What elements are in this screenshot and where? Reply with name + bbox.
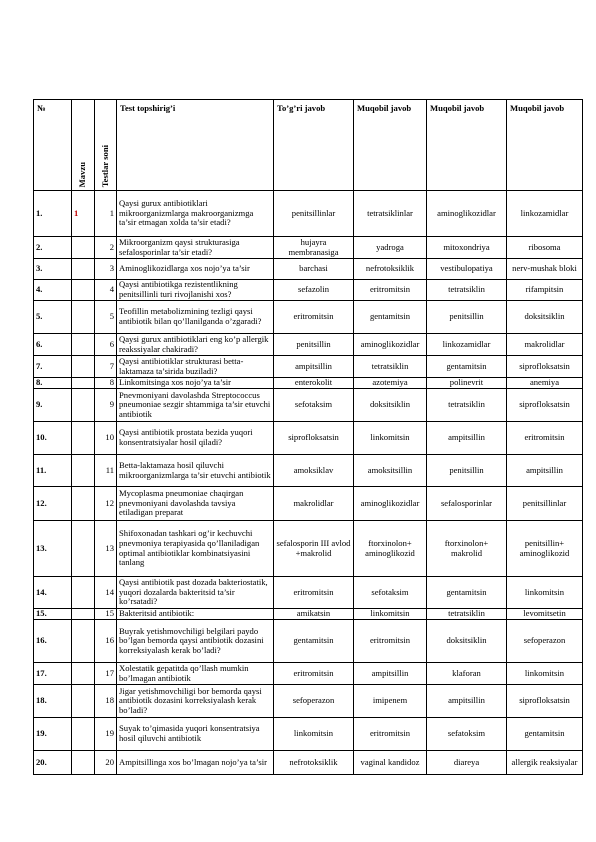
row-alternative-2: ampitsillin — [427, 685, 507, 718]
row-number: 2. — [34, 237, 72, 259]
row-alternative-2: tetratsiklin — [427, 389, 507, 422]
header-number: № — [34, 100, 72, 191]
table-row — [34, 718, 583, 751]
row-alternative-1: tetratsiklinlar — [354, 191, 427, 237]
table-row — [34, 487, 583, 521]
row-alternative-1: sefotaksim — [354, 577, 427, 609]
row-alternative-3: ampitsillin — [507, 455, 583, 487]
row-question: Qaysi gurux antibiotiklari eng ko’p allergik reakssiyalar chakiradi? — [117, 334, 274, 356]
row-alternative-1: vaginal kandidoz — [354, 751, 427, 775]
row-alternative-3: doksitsiklin — [507, 301, 583, 334]
row-correct-answer: amoksiklav — [274, 455, 354, 487]
row-alternative-2: sefatoksim — [427, 718, 507, 751]
row-alternative-2: penitsillin — [427, 455, 507, 487]
row-correct-answer: gentamitsin — [274, 620, 354, 663]
row-number: 10. — [34, 422, 72, 455]
row-test-count: 7 — [95, 356, 117, 378]
table-row — [34, 191, 583, 237]
row-mavzu — [72, 280, 95, 301]
row-number: 20. — [34, 751, 72, 775]
header-correct-answer: To’g’ri javob — [274, 100, 354, 191]
header-row — [34, 100, 583, 191]
row-alternative-2: gentamitsin — [427, 356, 507, 378]
row-correct-answer: sefazolin — [274, 280, 354, 301]
row-mavzu — [72, 389, 95, 422]
row-alternative-3: sefoperazon — [507, 620, 583, 663]
row-alternative-3: anemiya — [507, 378, 583, 389]
row-test-count: 18 — [95, 685, 117, 718]
row-alternative-1: azotemiya — [354, 378, 427, 389]
row-question: Shifoxonadan tashkari og’ir kechuvchi pnevmoniya terapiyasida qo’llaniladigan optimal antibiotiklar kombinatsiyasini tanlang — [117, 521, 274, 577]
row-test-count: 10 — [95, 422, 117, 455]
row-alternative-2: mitoxondriya — [427, 237, 507, 259]
row-correct-answer: sefoperazon — [274, 685, 354, 718]
row-alternative-3: allergik reaksiyalar — [507, 751, 583, 775]
row-question: Teofillin metabolizmining tezligi qaysi antibiotik bilan qo’llanilganda o’zgaradi? — [117, 301, 274, 334]
row-alternative-3: penitsillin+ aminoglikozid — [507, 521, 583, 577]
table-row — [34, 521, 583, 577]
row-alternative-3: linkozamidlar — [507, 191, 583, 237]
row-mavzu — [72, 455, 95, 487]
table-row — [34, 609, 583, 620]
row-correct-answer: linkomitsin — [274, 718, 354, 751]
row-alternative-2: vestibulopatiya — [427, 259, 507, 280]
row-test-count: 5 — [95, 301, 117, 334]
row-test-count: 4 — [95, 280, 117, 301]
row-alternative-1: tetratsiklin — [354, 356, 427, 378]
row-alternative-2: penitsillin — [427, 301, 507, 334]
header-mavzu: Mavzu — [72, 100, 95, 191]
row-question: Pnevmoniyani davolashda Streptococcus pneumoniae sezgir shtammiga ta’sir etuvchi antibiotik — [117, 389, 274, 422]
row-alternative-2: gentamitsin — [427, 577, 507, 609]
row-test-count: 8 — [95, 378, 117, 389]
row-mavzu — [72, 620, 95, 663]
row-alternative-1: ftorxinolon+ aminoglikozid — [354, 521, 427, 577]
row-alternative-1: linkomitsin — [354, 609, 427, 620]
row-alternative-2: klaforan — [427, 663, 507, 685]
row-mavzu — [72, 237, 95, 259]
row-mavzu — [72, 663, 95, 685]
row-question: Ampitsillinga xos bo’lmagan nojo’ya ta’sir — [117, 751, 274, 775]
row-test-count: 12 — [95, 487, 117, 521]
row-alternative-3: makrolidlar — [507, 334, 583, 356]
row-test-count: 15 — [95, 609, 117, 620]
row-correct-answer: enterokolit — [274, 378, 354, 389]
row-alternative-1: eritromitsin — [354, 280, 427, 301]
row-alternative-2: ampitsillin — [427, 422, 507, 455]
table-row — [34, 389, 583, 422]
table-row — [34, 280, 583, 301]
row-alternative-1: yadroga — [354, 237, 427, 259]
header-alternative-3: Muqobil javob — [507, 100, 583, 191]
row-mavzu — [72, 685, 95, 718]
row-number: 7. — [34, 356, 72, 378]
row-number: 16. — [34, 620, 72, 663]
table-row — [34, 455, 583, 487]
row-question: Betta-laktamaza hosil qiluvchi mikroorganizmlarga ta’sir etuvchi antibiotik — [117, 455, 274, 487]
row-number: 9. — [34, 389, 72, 422]
row-correct-answer: ampitsillin — [274, 356, 354, 378]
row-number: 12. — [34, 487, 72, 521]
row-number: 6. — [34, 334, 72, 356]
row-test-count: 20 — [95, 751, 117, 775]
table-row — [34, 663, 583, 685]
row-question: Qaysi antibiotiklar strukturasi betta-laktamaza ta’sirida buziladi? — [117, 356, 274, 378]
test-table — [33, 99, 583, 775]
row-correct-answer: penitsillin — [274, 334, 354, 356]
row-test-count: 6 — [95, 334, 117, 356]
row-mavzu: 1 — [72, 191, 95, 237]
row-correct-answer: sefalosporin III avlod +makrolid — [274, 521, 354, 577]
row-mavzu — [72, 609, 95, 620]
row-alternative-3: gentamitsin — [507, 718, 583, 751]
row-question: Aminoglikozidlarga xos nojo’ya ta’sir — [117, 259, 274, 280]
row-question: Qaysi antibiotik past dozada bakteriostatik, yuqori dozalarda bakteritsid ta’sir ko’rsatadi? — [117, 577, 274, 609]
row-alternative-3: siprofloksatsin — [507, 685, 583, 718]
row-alternative-1: amoksitsillin — [354, 455, 427, 487]
row-alternative-2: polinevrit — [427, 378, 507, 389]
row-alternative-3: siprofloksatsin — [507, 389, 583, 422]
row-test-count: 16 — [95, 620, 117, 663]
row-mavzu — [72, 487, 95, 521]
row-number: 11. — [34, 455, 72, 487]
table-row — [34, 237, 583, 259]
row-test-count: 17 — [95, 663, 117, 685]
row-alternative-3: eritromitsin — [507, 422, 583, 455]
row-alternative-2: diareya — [427, 751, 507, 775]
row-alternative-2: linkozamidlar — [427, 334, 507, 356]
row-alternative-1: aminoglikozidlar — [354, 334, 427, 356]
table-row — [34, 422, 583, 455]
row-number: 4. — [34, 280, 72, 301]
header-testlar-soni: Testlar soni — [95, 100, 117, 191]
row-question: Linkomitsinga xos nojo’ya ta’sir — [117, 378, 274, 389]
row-test-count: 14 — [95, 577, 117, 609]
row-alternative-1: eritromitsin — [354, 620, 427, 663]
row-mavzu — [72, 334, 95, 356]
row-alternative-2: aminoglikozidlar — [427, 191, 507, 237]
row-question: Suyak to’qimasida yuqori konsentratsiya hosil qiluvchi antibiotik — [117, 718, 274, 751]
row-number: 1. — [34, 191, 72, 237]
row-test-count: 19 — [95, 718, 117, 751]
header-alternative-2: Muqobil javob — [427, 100, 507, 191]
row-alternative-1: gentamitsin — [354, 301, 427, 334]
row-question: Jigar yetishmovchiligi bor bemorda qaysi antibiotik dozasini korreksiyalash kerak bo’ladi? — [117, 685, 274, 718]
table-row — [34, 751, 583, 775]
row-alternative-3: linkomitsin — [507, 577, 583, 609]
row-mavzu — [72, 301, 95, 334]
row-mavzu — [72, 751, 95, 775]
row-alternative-2: tetratsiklin — [427, 280, 507, 301]
row-number: 3. — [34, 259, 72, 280]
row-test-count: 2 — [95, 237, 117, 259]
row-correct-answer: penitsillinlar — [274, 191, 354, 237]
row-alternative-2: sefalosporinlar — [427, 487, 507, 521]
row-mavzu — [72, 356, 95, 378]
header-alternative-1: Muqobil javob — [354, 100, 427, 191]
row-correct-answer: amikatsin — [274, 609, 354, 620]
row-alternative-3: linkomitsin — [507, 663, 583, 685]
row-alternative-1: eritromitsin — [354, 718, 427, 751]
row-mavzu — [72, 718, 95, 751]
row-test-count: 9 — [95, 389, 117, 422]
table-row — [34, 334, 583, 356]
header-test: Test topshirig’i — [117, 100, 274, 191]
row-correct-answer: makrolidlar — [274, 487, 354, 521]
row-question: Qaysi gurux antibiotiklari mikroorganizmlarga makroorganizmga ta’sir etmagan xolda ta’sir etadi? — [117, 191, 274, 237]
row-correct-answer: eritromitsin — [274, 301, 354, 334]
table-row — [34, 577, 583, 609]
row-number: 15. — [34, 609, 72, 620]
row-alternative-3: rifampitsin — [507, 280, 583, 301]
row-test-count: 1 — [95, 191, 117, 237]
row-alternative-3: ribosoma — [507, 237, 583, 259]
table-row — [34, 356, 583, 378]
row-alternative-1: ampitsillin — [354, 663, 427, 685]
row-correct-answer: sefotaksim — [274, 389, 354, 422]
table-row — [34, 685, 583, 718]
row-mavzu — [72, 422, 95, 455]
row-question: Xolestatik gepatitda qo’llash mumkin bo’lmagan antibiotik — [117, 663, 274, 685]
row-alternative-2: ftorxinolon+ makrolid — [427, 521, 507, 577]
row-correct-answer: siprofloksatsin — [274, 422, 354, 455]
row-mavzu — [72, 521, 95, 577]
row-correct-answer: eritromitsin — [274, 577, 354, 609]
row-correct-answer: nefrotoksiklik — [274, 751, 354, 775]
row-alternative-1: linkomitsin — [354, 422, 427, 455]
row-number: 5. — [34, 301, 72, 334]
row-test-count: 11 — [95, 455, 117, 487]
row-alternative-3: siprofloksatsin — [507, 356, 583, 378]
row-question: Buyrak yetishmovchiligi belgilari paydo bo’lgan bemorda qaysi antibiotik dozasini korreksiyalash kerak bo’ladi? — [117, 620, 274, 663]
row-alternative-1: nefrotoksiklik — [354, 259, 427, 280]
row-mavzu — [72, 259, 95, 280]
row-question: Mycoplasma pneumoniae chaqirgan pnevmoniyani davolashda tavsiya etiladigan preparat — [117, 487, 274, 521]
row-alternative-3: penitsillinlar — [507, 487, 583, 521]
row-alternative-1: imipenem — [354, 685, 427, 718]
row-alternative-3: nerv-mushak bloki — [507, 259, 583, 280]
table-row — [34, 301, 583, 334]
row-number: 8. — [34, 378, 72, 389]
row-alternative-1: aminoglikozidlar — [354, 487, 427, 521]
row-number: 13. — [34, 521, 72, 577]
row-test-count: 13 — [95, 521, 117, 577]
row-alternative-2: doksitsiklin — [427, 620, 507, 663]
row-correct-answer: hujayra membranasiga — [274, 237, 354, 259]
row-question: Bakteritsid antibiotik: — [117, 609, 274, 620]
row-correct-answer: eritromitsin — [274, 663, 354, 685]
row-alternative-1: doksitsiklin — [354, 389, 427, 422]
row-number: 18. — [34, 685, 72, 718]
row-mavzu — [72, 577, 95, 609]
table-row — [34, 378, 583, 389]
row-correct-answer: barchasi — [274, 259, 354, 280]
row-question: Mikroorganizm qaysi strukturasiga sefalosporinlar ta’sir etadi? — [117, 237, 274, 259]
row-question: Qaysi antibiotik prostata bezida yuqori konsentratsiyalar hosil qiladi? — [117, 422, 274, 455]
row-alternative-3: levomitsetin — [507, 609, 583, 620]
row-mavzu — [72, 378, 95, 389]
row-number: 17. — [34, 663, 72, 685]
table-row — [34, 620, 583, 663]
row-test-count: 3 — [95, 259, 117, 280]
row-number: 14. — [34, 577, 72, 609]
row-number: 19. — [34, 718, 72, 751]
row-question: Qaysi antibiotikga rezistentlikning penitsillinli turi rivojlanishi xos? — [117, 280, 274, 301]
table-row — [34, 259, 583, 280]
row-alternative-2: tetratsiklin — [427, 609, 507, 620]
